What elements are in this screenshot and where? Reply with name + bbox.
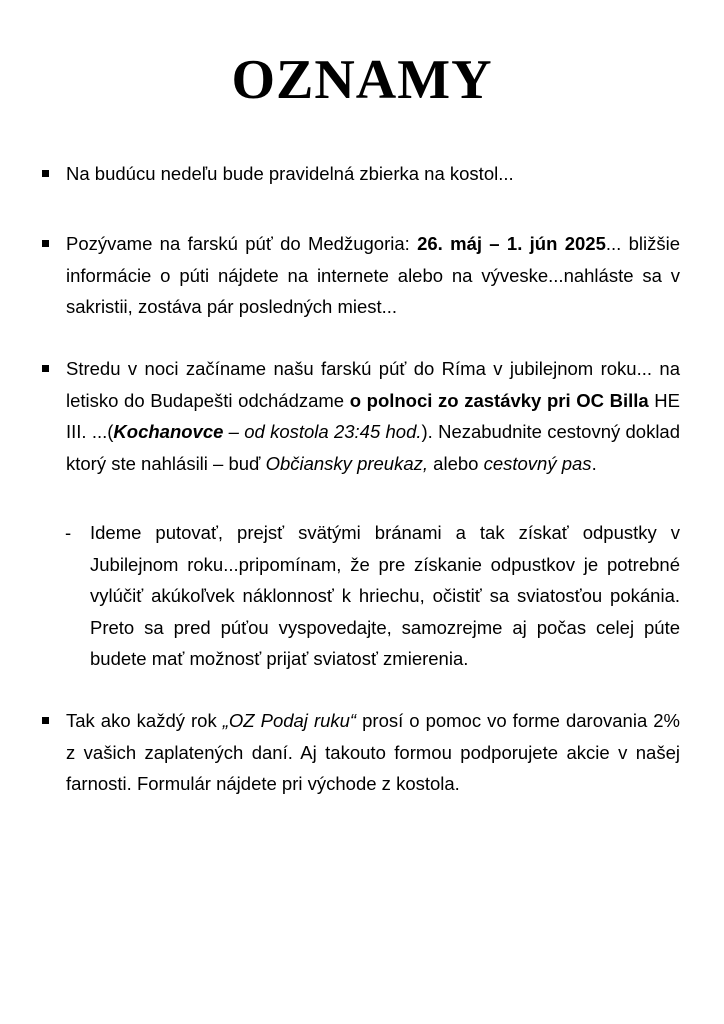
page-title: OZNAMY <box>231 49 493 111</box>
announcement-item-tax-donation <box>66 705 680 800</box>
announcement-item-rome-pilgrimage <box>66 353 680 479</box>
passport-label: cestovný pas <box>483 452 592 474</box>
pilgrimage-dates: 26. máj – 1. jún 2025 <box>417 233 606 254</box>
kochanovce-time: – od kostola 23:45 hod. <box>223 421 422 442</box>
organization-name: „OZ Podaj ruku“ <box>222 710 357 731</box>
announcement-item-medjugorje-pilgrimage <box>66 228 680 323</box>
announcement-text: prosí o pomoc vo forme darovania 2% z vašich zaplatených daní. Aj takouto formou podporujete akcie v našej farnosti. Formulár nájdete pri východe z kostola. <box>66 710 680 794</box>
announcement-text: ). Nezabudnite cestovný doklad ktorý ste nahlásili – buď <box>66 421 681 474</box>
announcement-item-collection <box>66 158 680 190</box>
announcement-text: ... bližšie informácie o púti nájdete na internete alebo na vývеske...nahláste sa v sakristii, zostáva pár posledných miest... <box>66 233 680 317</box>
sub-item-indulgences <box>65 517 680 675</box>
announcement-text: alebo <box>428 452 484 474</box>
announcement-text: Na budúcu nedeľu bude pravidelná zbierka na kostol... <box>66 163 514 184</box>
bullet-icon <box>42 717 49 724</box>
kochanovce-label: Kochanovce <box>113 421 224 442</box>
announcement-text: HE III. ...( <box>66 389 680 442</box>
announcement-text: Tak ako každý rok <box>66 710 223 731</box>
bullet-icon <box>42 240 49 247</box>
announcement-text: Stredu v noci začíname našu farskú púť do Ríma v jubilejnom roku... na letisko do Budapešti odchádzame <box>66 358 680 411</box>
announcement-text: Pozývame na farskú púť do Medžugoria: <box>66 233 418 254</box>
dash-marker: - <box>65 522 72 543</box>
bullet-icon <box>42 170 49 177</box>
bullet-icon <box>42 365 49 372</box>
sub-item-text: Ideme putovať, prejsť svätými bránami a tak získať odpustky v Jubilejnom roku...pripomínam, že pre získanie odpustkov je potrebné vylúčiť akúkoľvek náklonnosť k hriechu, očistiť sa sviatosťou pokánia. Preto sa pred púťou vyspovedajte, samozrejme aj počas celej púte budete mať možnosť prijať sviatosť zmierenia. <box>90 522 680 669</box>
departure-place: o polnoci zo zastávky pri OC Billa <box>349 389 649 411</box>
announcement-text: . <box>591 452 597 474</box>
id-card-label: Občiansky preukaz, <box>265 452 429 474</box>
